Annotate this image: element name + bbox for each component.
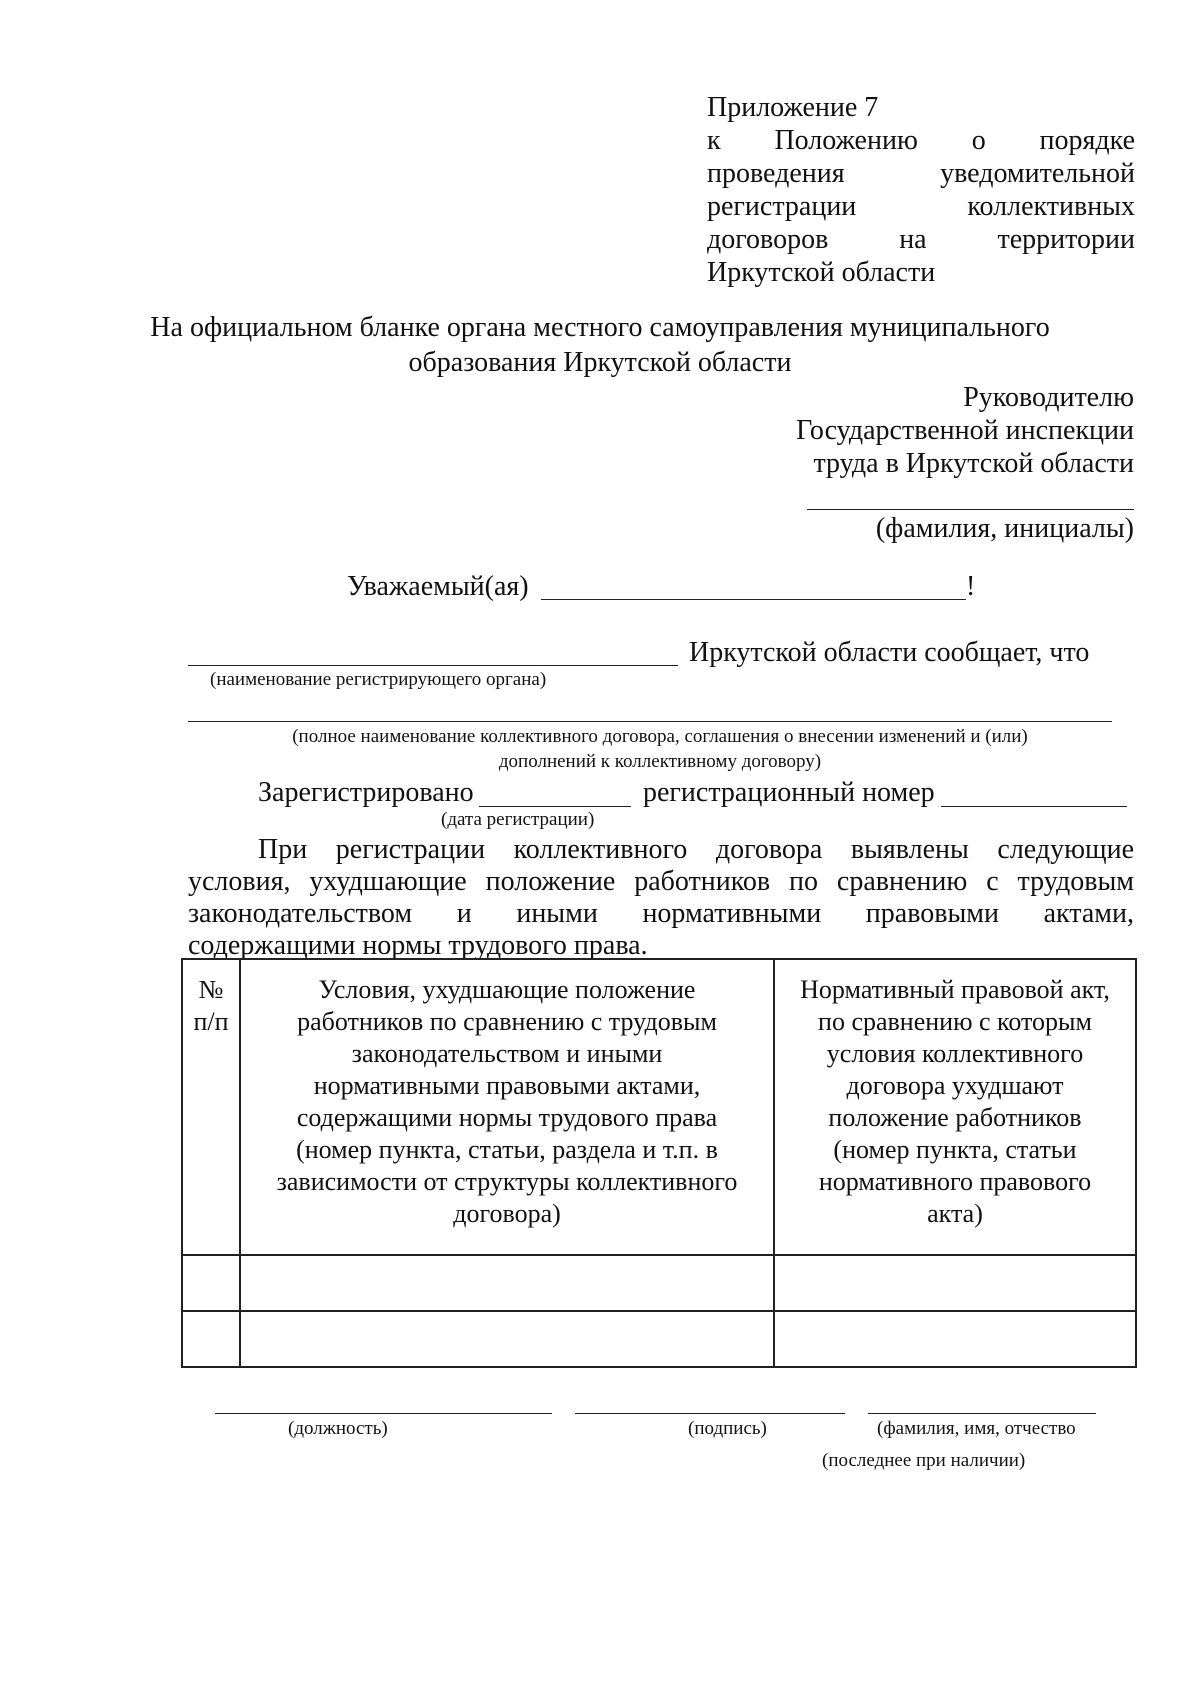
header-number: № п/п [182, 959, 240, 1255]
addressee-name-line [807, 509, 1134, 510]
registered-label: Зарегистрировано [258, 777, 474, 808]
addressee-line2: Государственной инспекции [796, 415, 1134, 446]
table-header-row [182, 959, 1136, 1255]
org-caption: (наименование регистрирующего органа) [210, 669, 547, 690]
reports-text: Иркутской области сообщает, что [689, 637, 1090, 668]
addressee-caption: (фамилия, инициалы) [875, 513, 1134, 544]
position-caption: (должность) [288, 1418, 388, 1439]
contract-caption-1: (полное наименование коллективного договора, соглашения о внесении изменений и (или) [292, 726, 1028, 747]
position-line [215, 1413, 552, 1414]
table-cell [182, 1255, 240, 1311]
blank-title-line2: образования Иркутской области [408, 347, 792, 378]
table-cell [240, 1255, 774, 1311]
full-name-caption-1: (фамилия, имя, отчество [877, 1418, 1076, 1439]
contract-name-line [188, 721, 1112, 722]
table-row [182, 1255, 1136, 1311]
date-caption: (дата регистрации) [441, 809, 595, 830]
table-cell [240, 1311, 774, 1367]
paragraph-line: При регистрации коллективного договора выявлены следующие [258, 834, 1134, 865]
reg-number-line [941, 806, 1127, 807]
appendix-line: договоров на территории [707, 224, 1135, 255]
signature-line [575, 1413, 845, 1414]
reg-number-label: регистрационный номер [643, 777, 935, 808]
contract-caption-2: дополнений к коллективному договору) [498, 751, 822, 772]
signature-caption: (подпись) [688, 1418, 767, 1439]
reg-date-line [479, 806, 631, 807]
table-row [182, 1311, 1136, 1367]
table-cell [182, 1311, 240, 1367]
header-conditions: Условия, ухудшающие положение работников по сравнению с трудовым законодательством и иными нормативными правовыми актами, содержащими нормы трудового права (номер пункта, статьи, раздела и т.п. в зависимости от структуры коллективного договора) [240, 959, 774, 1255]
paragraph-line: законодательством и иными нормативными правовыми актами, [188, 898, 1134, 929]
paragraph-line: содержащими нормы трудового права. [188, 930, 648, 961]
blank-title-line1: На официальном бланке органа местного самоуправления муниципального [150, 312, 1050, 343]
conditions-table [181, 958, 1137, 1368]
table-cell [774, 1255, 1136, 1311]
paragraph-line: условия, ухудшающие положение работников по сравнению с трудовым [188, 866, 1134, 897]
greeting-end: ! [966, 571, 976, 602]
appendix-line: к Положению о порядке [707, 125, 1135, 156]
table-cell [774, 1311, 1136, 1367]
full-name-caption-2: (последнее при наличии) [822, 1450, 1026, 1471]
addressee-line3: труда в Иркутской области [813, 448, 1134, 479]
appendix-title: Приложение 7 [707, 92, 879, 123]
greeting-label: Уважаемый(ая) [347, 571, 529, 602]
appendix-block [707, 92, 1135, 290]
appendix-line: Иркутской области [707, 257, 936, 288]
appendix-line: регистрации коллективных [707, 191, 1135, 222]
appendix-line: проведения уведомительной [707, 158, 1135, 189]
full-name-line [868, 1413, 1096, 1414]
addressee-line1: Руководителю [963, 382, 1134, 413]
header-normative-act: Нормативный правовой акт, по сравнению с которым условия коллективного договора ухудшают положение работников (номер пункта, статьи нормативного правового акта) [774, 959, 1136, 1255]
greeting-name-line [541, 599, 966, 600]
org-name-line [188, 665, 678, 666]
